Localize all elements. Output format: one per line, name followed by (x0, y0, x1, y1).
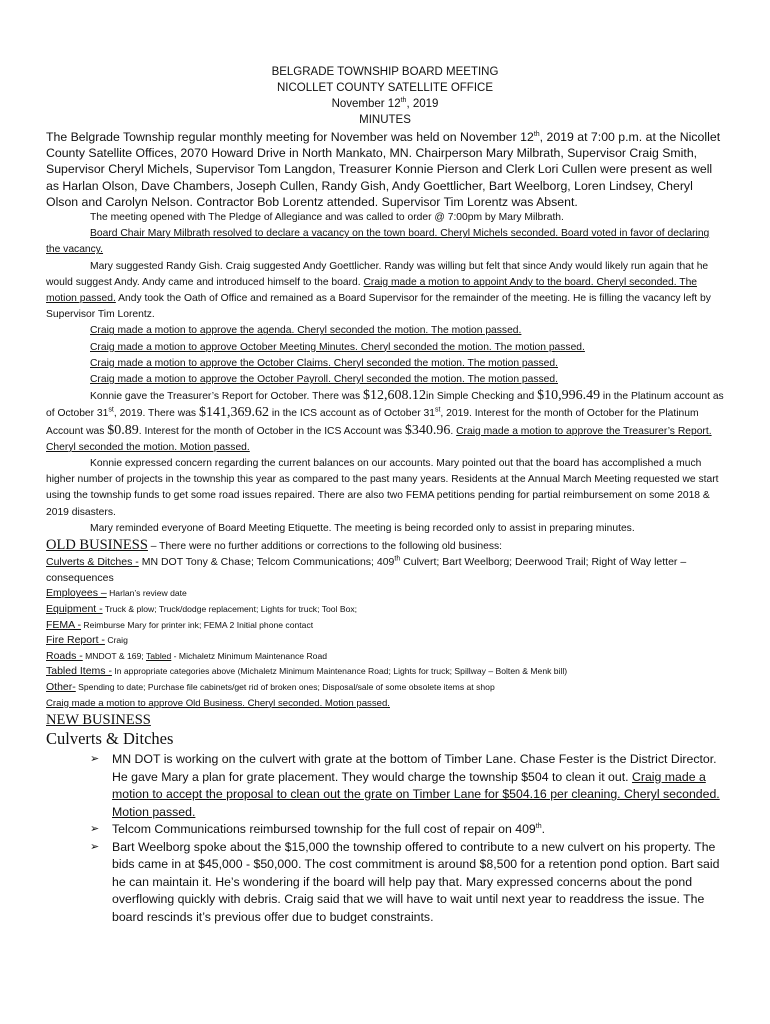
old-other-item: Other- Spending to date; Purchase file cabinets/get rid of broken ones; Disposal/sale of some obsolete items at shop (46, 681, 495, 694)
culverts-subtitle: Culverts & Ditches (46, 729, 174, 749)
ics-balance: $141,369.62 (198, 405, 269, 421)
etiquette-paragraph: Mary reminded everyone of Board Meeting Etiquette. The meeting is being recorded only to assist in preparing minutes. (90, 522, 635, 534)
old-fema-item: FEMA - Reimburse Mary for printer ink; FEMA 2 Initial phone contact (46, 618, 314, 631)
list-item: ➢ Telcom Communications reimbursed township for the full cost of repair on 409th. (46, 821, 724, 839)
treasurer-report: Konnie gave the Treasurer’s Report for October. There was $12,608.12in Simple Checking and $10,996.49 in the Platinum account as of October 31st, 2019. There was $141,369.62 in the ICS account as of October 31st, 2019. Interest for the month of October for the Platinum Account was $0.89. Interest for the month of October in the ICS Account was $340.96. Craig made a motion to approve the Treasurer’s Report. Cheryl seconded the motion. Motion passed. (46, 388, 724, 453)
old-roads-item: Roads - MNDOT & 169; Tabled - Michaletz Minimum Maintenance Road (46, 649, 327, 662)
old-employees-item: Employees – Harlan’s review date (46, 587, 187, 600)
document-header (46, 64, 724, 128)
concern-paragraph: Konnie expressed concern regarding the current balances on our accounts. Mary pointed out that the board has accomplished a much higher number of projects in the township this year as compared to the past many years. Residents at the Annual March Meeting requested we start using the township funds to get some road issues repaired. There are also two FEMA petitions pending for partial reimbursement on some 2018 & 2019 disasters. (46, 458, 719, 518)
grate-motion: Craig made a motion to accept the proposal to clean out the grate on Timber Lane for $504.16 per cleaning. Cheryl seconded. Motion passed. (112, 769, 720, 819)
list-item: ➢ Bart Weelborg spoke about the $15,000 the township offered to contribute to a new culvert on his property. The bids came in at $45,000 - $50,000. The cost commitment is around $8,500 for a retention pond option. Bart said he can maintain it. He’s wondering if the board will help pay that. Mary expressed concerns about the pond overflowing quickly with debris. Craig said that we will have to wait until next year to readdress the issue. The board rescinds it’s previous offer due to budget constraints. (90, 839, 720, 924)
new-business-list (46, 751, 724, 926)
platinum-balance: $10,996.49 (537, 388, 601, 404)
old-fire-item: Fire Report - Craig (46, 634, 128, 647)
arrow-bullet-icon: ➢ (90, 753, 100, 766)
new-business-title: NEW BUSINESS (46, 712, 151, 729)
pledge-paragraph: The meeting opened with The Pledge of Allegiance and was called to order @ 7:00pm by Mary Milbrath. (90, 212, 564, 224)
header-location: NICOLLET COUNTY SATELLITE OFFICE (277, 82, 493, 94)
platinum-interest: $0.89 (107, 422, 139, 438)
old-tabled-item: Tabled Items - In appropriate categories above (Michaletz Minimum Maintenance Road; Lights for truck; Spillway – Bolten & Menk bill) (46, 665, 568, 678)
old-business-title: OLD BUSINESS (46, 537, 148, 554)
arrow-bullet-icon: ➢ (90, 823, 100, 836)
new-business-section (46, 712, 724, 926)
ics-interest: $340.96 (404, 422, 451, 438)
motion-payroll: Craig made a motion to approve the October Payroll. Cheryl seconded the motion. The motion passed. (90, 374, 559, 386)
old-culverts-item: Culverts & Ditches - MN DOT Tony & Chase; Telcom Communications; 409th Culvert; Bart Weelborg; Deerwood Trail; Right of Way letter – consequences (46, 555, 687, 584)
header-date: November 12th, 2019 (331, 97, 439, 110)
old-business-section: OLD BUSINESS – There were no further additions or corrections to the following old business: Culverts & Ditches - MN DOT Tony & Chase; Telcom Communications; 409th Culvert; Bart Weelborg; Deerwood Trail; Right of Way letter – consequences Employees – Harlan’s review date Equipment - Truck & plow; Truck/dodge replacement; Lights for truck; Tool Box; FEMA - Reimburse Mary for printer ink; FEMA 2 Initial phone contact Fire Report - Craig Roads - MNDOT & 169; Tabled - Michaletz Minimum Maintenance Road Tabled Items - In appropriate categories above (Michaletz Minimum Maintenance Road; Lights for truck; Spillway – Bolten & Menk bill) Other- Spending to date; Purchase file cabinets/get rid of broken ones; Disposal/sale of some obsolete items at shop Craig made a motion to approve Old Business. Cheryl seconded. Motion passed. (46, 537, 724, 711)
checking-balance: $12,608.12 (363, 388, 427, 404)
header-minutes: MINUTES (359, 114, 411, 126)
list-item: ➢ MN DOT is working on the culvert with grate at the bottom of Timber Lane. Chase Fester is the District Director. He gave Mary a plan for grate placement. They would charge the township $504 to clean it out. Craig made a motion to accept the proposal to clean out the grate on Timber Lane for $504.16 per cleaning. Cheryl seconded. Motion passed. (90, 752, 720, 819)
header-title: BELGRADE TOWNSHIP BOARD MEETING (271, 66, 499, 78)
arrow-bullet-icon: ➢ (90, 840, 100, 853)
motion-agenda: Craig made a motion to approve the agenda. Cheryl seconded the motion. The motion passed. (90, 325, 522, 337)
minutes-document (46, 64, 724, 926)
appointment-motion: Craig made a motion to appoint Andy to the board. Cheryl seconded. The motion passed. (46, 276, 698, 305)
motion-minutes: Craig made a motion to approve October Meeting Minutes. Cheryl seconded the motion. The motion passed. (90, 341, 585, 353)
motion-claims: Craig made a motion to approve the October Claims. Cheryl seconded the motion. The motion passed. (90, 357, 558, 369)
intro-paragraph: The Belgrade Township regular monthly meeting for November was held on November 12th, 2019 at 7:00 p.m. at the Nicollet County Satellite Offices, 2070 Howard Drive in North Mankato, MN. Chairperson Mary Milbrath, Supervisor Craig Smith, Supervisor Cheryl Michels, Supervisor Tom Langdon, Treasurer Konnie Pierson and Clerk Lori Cullen were present as well as Harlan Olson, Dave Chambers, Joseph Cullen, Randy Gish, Andy Goettlicher, Bart Weelborg, Loren Lindsey, Cheryl Olson and Carolyn Nelson. Contractor Bob Lorentz attended. Supervisor Tim Lorentz was Absent. (46, 130, 721, 209)
old-equipment-item: Equipment - Truck & plow; Truck/dodge replacement; Lights for truck; Tool Box; (46, 603, 358, 616)
treasurer-motion: Craig made a motion to approve the Treasurer’s Report. Cheryl seconded the motion. Motion passed. (46, 425, 712, 453)
appointment-paragraph: Mary suggested Randy Gish. Craig suggested Andy Goettlicher. Randy was willing but felt that since Andy would likely run again that he would suggest Andy. Andy came and introduced himself to the board. Craig made a motion to appoint Andy to the board. Cheryl seconded. The motion passed. Andy took the Oath of Office and remained as a Board Supervisor for the remainder of the meeting. He is filling the vacancy left by Supervisor Tim Lorentz. (46, 260, 711, 321)
old-business-motion: Craig made a motion to approve Old Business. Cheryl seconded. Motion passed. (46, 697, 390, 709)
vacancy-motion: Board Chair Mary Milbrath resolved to declare a vacancy on the town board. Cheryl Michels seconded. Board voted in favor of declaring the vacancy. (46, 228, 710, 256)
